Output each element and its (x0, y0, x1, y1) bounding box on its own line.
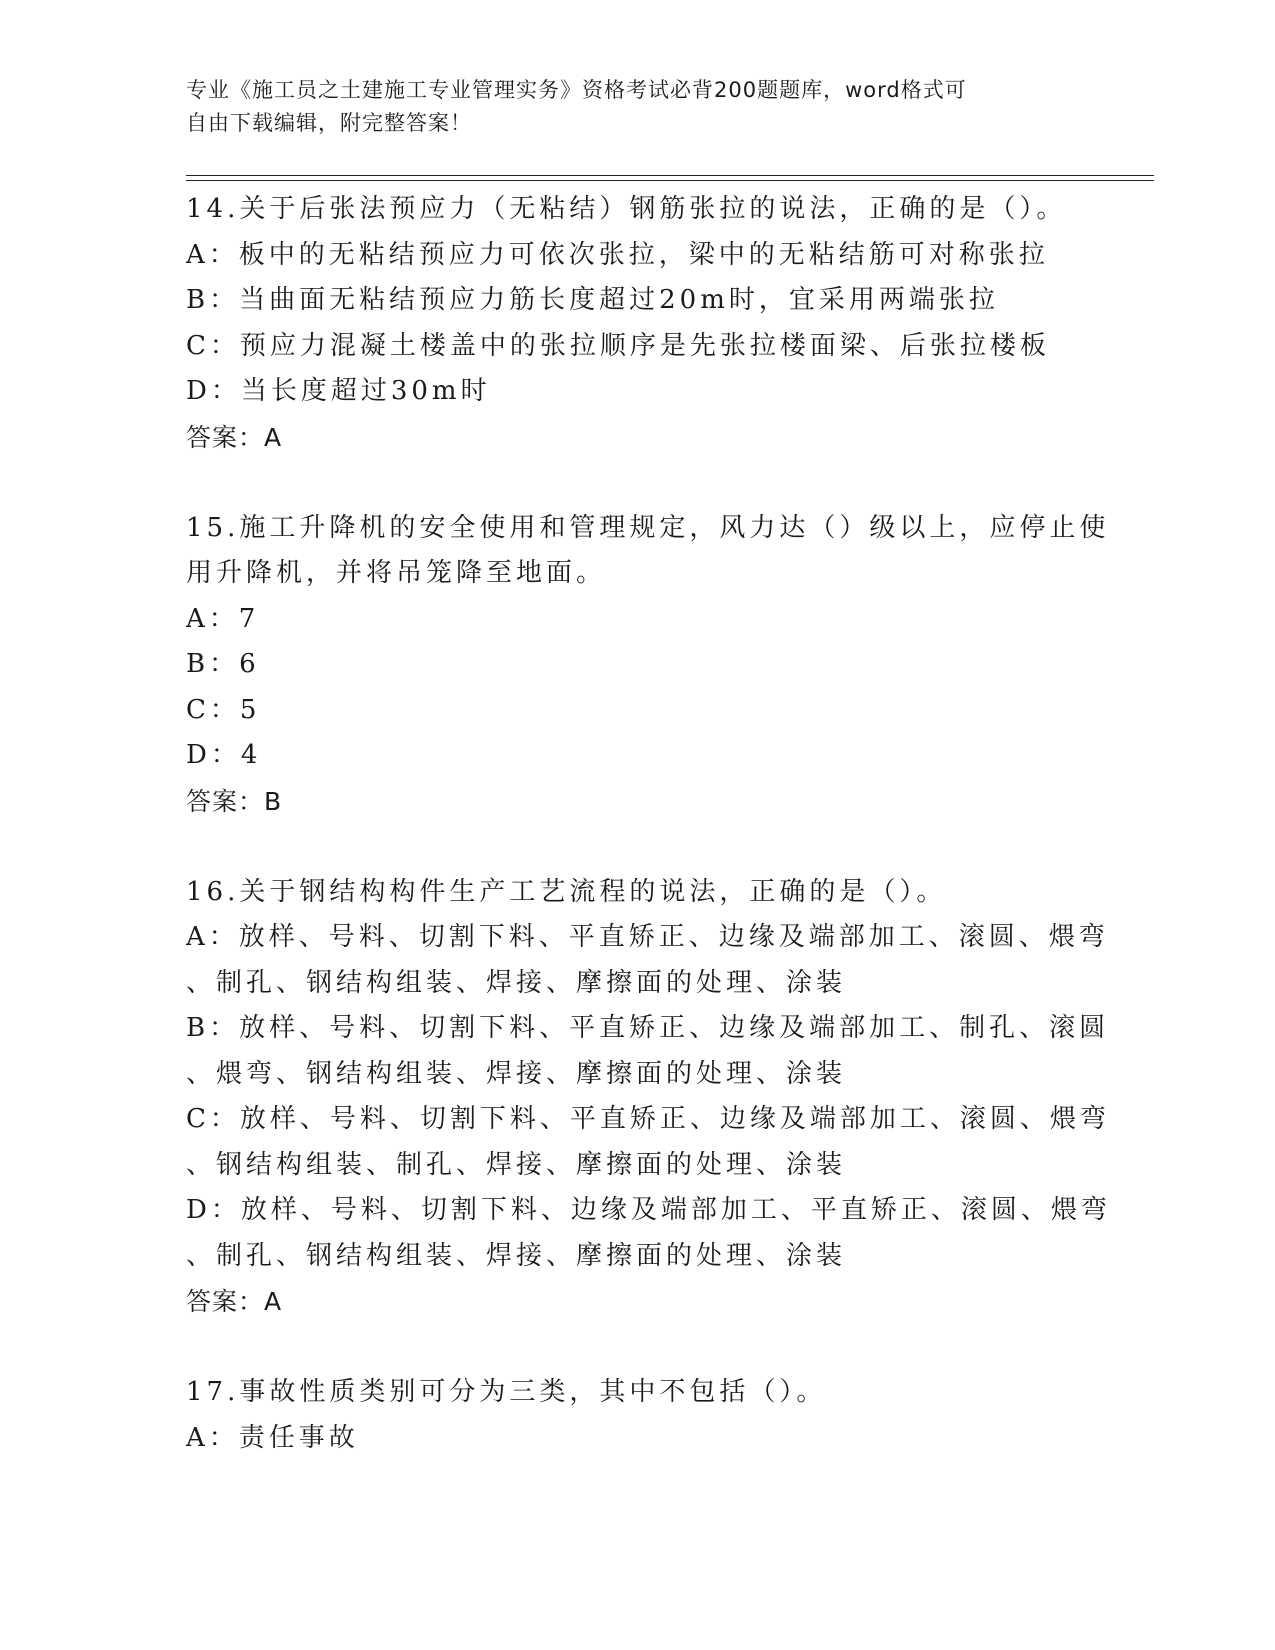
header-divider-bottom (186, 180, 1154, 181)
option-line: C：5 (186, 694, 261, 725)
question-block (186, 187, 1086, 460)
answer-line: 答案：A (186, 1287, 283, 1316)
option-line: A：放样、号料、切割下料、平直矫正、边缘及端部加工、滚圆、煨弯 (186, 922, 1109, 952)
question-block (186, 506, 1110, 825)
option-line: 、煨弯、钢结构组装、焊接、摩擦面的处理、涂装 (186, 1058, 847, 1089)
question-stem-line: 16.关于钢结构构件生产工艺流程的说法，正确的是（）。 (186, 876, 947, 907)
question-list (186, 187, 1111, 1461)
option-line: 、制孔、钢结构组装、焊接、摩擦面的处理、涂装 (186, 1240, 847, 1271)
question-block (186, 1370, 1086, 1461)
question-spacer (186, 460, 1086, 506)
question-spacer (186, 1325, 1086, 1371)
header-line-2: 自由下载编辑，附完整答案！ (186, 111, 472, 135)
answer-line: 答案：A (186, 422, 283, 452)
header-divider-top (186, 175, 1154, 176)
option-line: C：预应力混凝土楼盖中的张拉顺序是先张拉楼面梁、后张拉楼板 (186, 330, 1050, 361)
option-line: 、钢结构组装、制孔、焊接、摩擦面的处理、涂装 (186, 1149, 847, 1180)
header-line-1: 专业《施工员之土建施工专业管理实务》资格考试必背200题题库，word格式可 (186, 78, 967, 102)
option-line: 、制孔、钢结构组装、焊接、摩擦面的处理、涂装 (186, 967, 847, 998)
question-spacer (186, 824, 1086, 870)
option-line: C：放样、号料、切割下料、平直矫正、边缘及端部加工、滚圆、煨弯 (186, 1104, 1110, 1134)
option-line: B：当曲面无粘结预应力筋长度超过20m时，宜采用两端张拉 (186, 285, 999, 315)
question-block (186, 870, 1111, 1325)
option-line: B：6 (186, 649, 260, 679)
option-line: A：板中的无粘结预应力可依次张拉，梁中的无粘结筋可对称张拉 (186, 239, 1049, 270)
question-stem-line: 15.施工升降机的安全使用和管理规定，风力达（）级以上，应停止使 (186, 512, 1110, 543)
question-stem-line: 用升降机，并将吊笼降至地面。 (186, 558, 607, 588)
answer-line: 答案：B (186, 786, 283, 816)
option-line: B：放样、号料、切割下料、平直矫正、边缘及端部加工、制孔、滚圆 (186, 1013, 1110, 1043)
option-line: D：当长度超过30m时 (186, 376, 491, 406)
question-stem-line: 17.事故性质类别可分为三类，其中不包括（）。 (186, 1377, 827, 1407)
question-stem-line: 14.关于后张法预应力（无粘结）钢筋张拉的说法，正确的是（）。 (186, 194, 1067, 224)
option-line: D：放样、号料、切割下料、边缘及端部加工、平直矫正、滚圆、煨弯 (186, 1195, 1111, 1225)
option-line: A：责任事故 (186, 1422, 359, 1453)
option-line: A：7 (186, 603, 260, 634)
document-header (186, 74, 1066, 140)
option-line: D：4 (186, 740, 262, 770)
